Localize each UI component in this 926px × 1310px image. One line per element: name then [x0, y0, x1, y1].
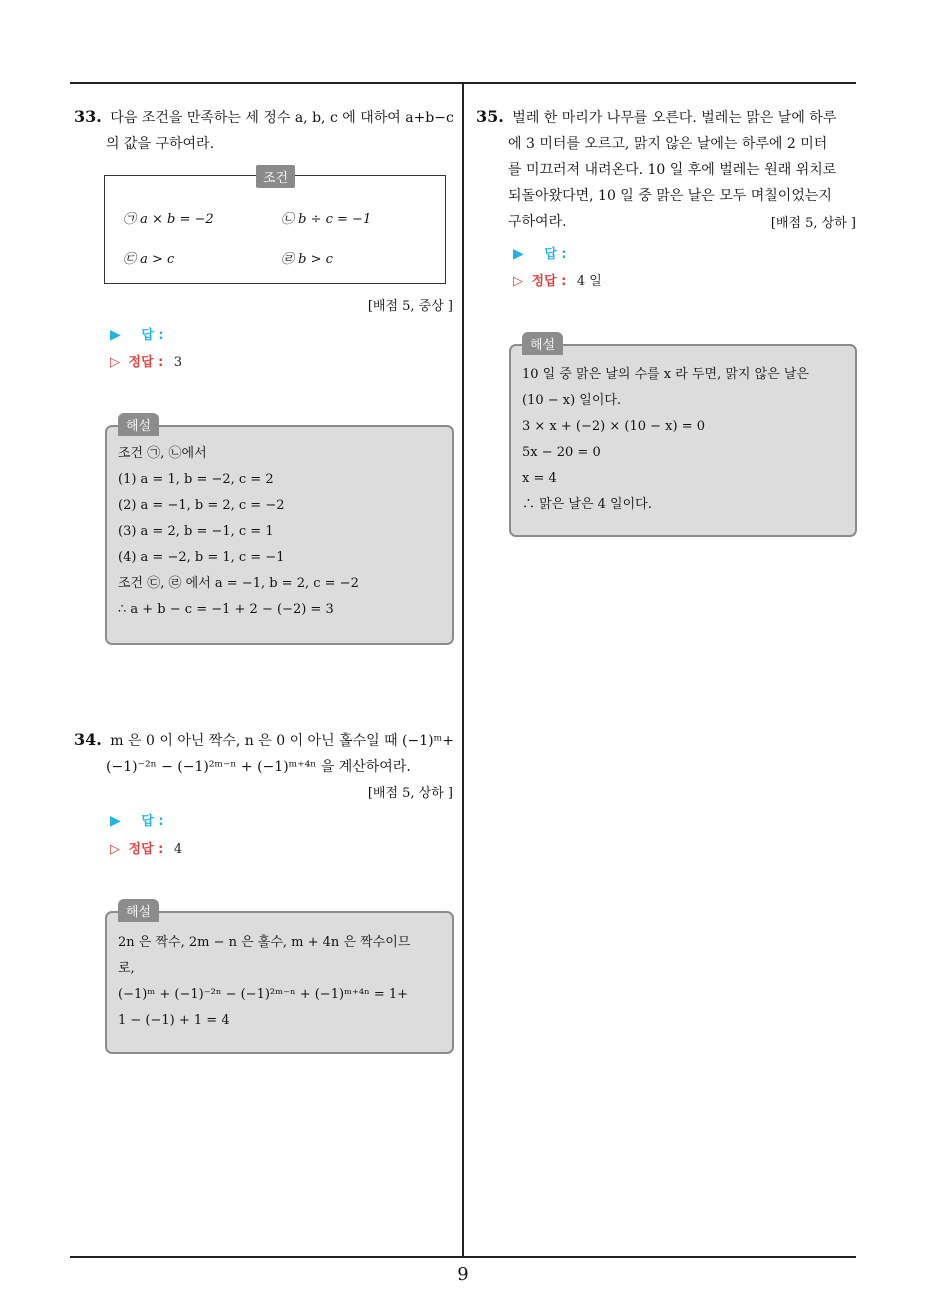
- question-line-1: 다음 조건을 만족하는 세 정수 a, b, c 에 대하여 a+b−c: [110, 110, 454, 126]
- question-35-text: [476, 104, 858, 131]
- play-icon: ▶: [110, 327, 121, 343]
- correct-value: 3: [173, 355, 183, 370]
- score-33: [배점 5, 중상 ]: [367, 299, 453, 314]
- question-34: [74, 727, 458, 780]
- solution-line: 조건 ㉢, ㉣ 에서 a = −1, b = 2, c = −2: [118, 576, 359, 591]
- question-line-2: (−1)⁻²ⁿ − (−1)²ᵐ⁻ⁿ + (−1)ᵐ⁺⁴ⁿ 을 계산하여라.: [106, 759, 411, 775]
- answer-line-34: [110, 810, 164, 829]
- solution-line: (3) a = 2, b = −1, c = 1: [118, 524, 274, 539]
- answer-line-35: [513, 243, 567, 262]
- play-icon: ▶: [110, 813, 121, 829]
- correct-line-35: [513, 270, 602, 289]
- solution-line: 2n 은 짝수, 2m − n 은 홀수, m + 4n 은 짝수이므: [118, 935, 411, 950]
- score-35: [배점 5, 상하 ]: [770, 216, 856, 231]
- solution-line: ∴ a + b − c = −1 + 2 − (−2) = 3: [118, 602, 334, 617]
- question-line-2: 의 값을 구하여라.: [106, 136, 215, 152]
- question-line-4: 되돌아왔다면, 10 일 중 맑은 날은 모두 며칠이었는지: [508, 188, 832, 204]
- question-number: 35.: [476, 107, 504, 126]
- correct-label: 정답 :: [531, 274, 567, 289]
- question-line-5: 구하여라.: [508, 214, 567, 230]
- solution-line: 로,: [118, 961, 135, 976]
- answer-label: 답 :: [141, 814, 164, 829]
- solution-line: (2) a = −1, b = 2, c = −2: [118, 498, 285, 513]
- question-34-text: [74, 727, 458, 754]
- condition-4: ㉣ b > c: [281, 252, 333, 267]
- question-line-2: 에 3 미터를 오르고, 맑지 않은 날에는 하루에 2 미터: [508, 136, 828, 152]
- solution-line: (4) a = −2, b = 1, c = −1: [118, 550, 285, 565]
- solution-tag-34: 해설: [118, 899, 159, 922]
- answer-label: 답 :: [544, 247, 567, 262]
- condition-3: ㉢ a > c: [123, 252, 175, 267]
- question-number: 34.: [74, 730, 102, 749]
- solution-line: (10 − x) 일이다.: [522, 393, 622, 408]
- condition-box: [104, 175, 446, 284]
- condition-title: 조건: [256, 165, 295, 188]
- solution-line: x = 4: [522, 471, 557, 486]
- column-divider: [462, 82, 464, 1257]
- question-line-3: 를 미끄러져 내려온다. 10 일 후에 벌레는 원래 위치로: [508, 162, 837, 178]
- question-33-text: [74, 104, 458, 131]
- answer-label: 답 :: [141, 328, 164, 343]
- solution-line: 1 − (−1) + 1 = 4: [118, 1013, 230, 1028]
- answer-line-33: [110, 324, 164, 343]
- solution-body-33: [118, 441, 448, 623]
- solution-line: 5x − 20 = 0: [522, 445, 601, 460]
- solution-line: 10 일 중 맑은 날의 수를 x 라 두면, 맑지 않은 날은: [522, 367, 809, 382]
- correct-label: 정답 :: [128, 355, 164, 370]
- question-line-1: m 은 0 이 아닌 짝수, n 은 0 이 아닌 홀수일 때 (−1)ᵐ+: [110, 733, 454, 749]
- correct-value: 4: [173, 842, 183, 857]
- bottom-rule: [70, 1256, 856, 1258]
- solution-line: 조건 ㉠, ㉡에서: [118, 446, 207, 461]
- triangle-outline-icon: ▷: [110, 842, 120, 857]
- score-34: [배점 5, 상하 ]: [367, 786, 453, 801]
- question-33: [74, 104, 458, 157]
- triangle-outline-icon: ▷: [513, 274, 523, 289]
- correct-value: 4 일: [576, 274, 602, 289]
- page-number: 9: [457, 1264, 469, 1285]
- play-icon: ▶: [513, 246, 524, 262]
- solution-line: ∴ 맑은 날은 4 일이다.: [522, 497, 652, 512]
- question-number: 33.: [74, 107, 102, 126]
- solution-line: 3 × x + (−2) × (10 − x) = 0: [522, 419, 705, 434]
- solution-body-34: [118, 930, 448, 1034]
- question-line-1: 벌레 한 마리가 나무를 오른다. 벌레는 맑은 날에 하루: [512, 110, 837, 126]
- solution-line: (−1)ᵐ + (−1)⁻²ⁿ − (−1)²ᵐ⁻ⁿ + (−1)ᵐ⁺⁴ⁿ = 1+: [118, 987, 409, 1002]
- solution-line: (1) a = 1, b = −2, c = 2: [118, 472, 274, 487]
- correct-line-33: [110, 351, 182, 370]
- correct-line-34: [110, 838, 182, 857]
- condition-2: ㉡ b ÷ c = −1: [281, 212, 372, 227]
- solution-tag-33: 해설: [118, 413, 159, 436]
- solution-body-35: [522, 362, 852, 518]
- condition-1: ㉠ a × b = −2: [123, 212, 214, 227]
- solution-tag-35: 해설: [522, 332, 563, 355]
- triangle-outline-icon: ▷: [110, 355, 120, 370]
- correct-label: 정답 :: [128, 842, 164, 857]
